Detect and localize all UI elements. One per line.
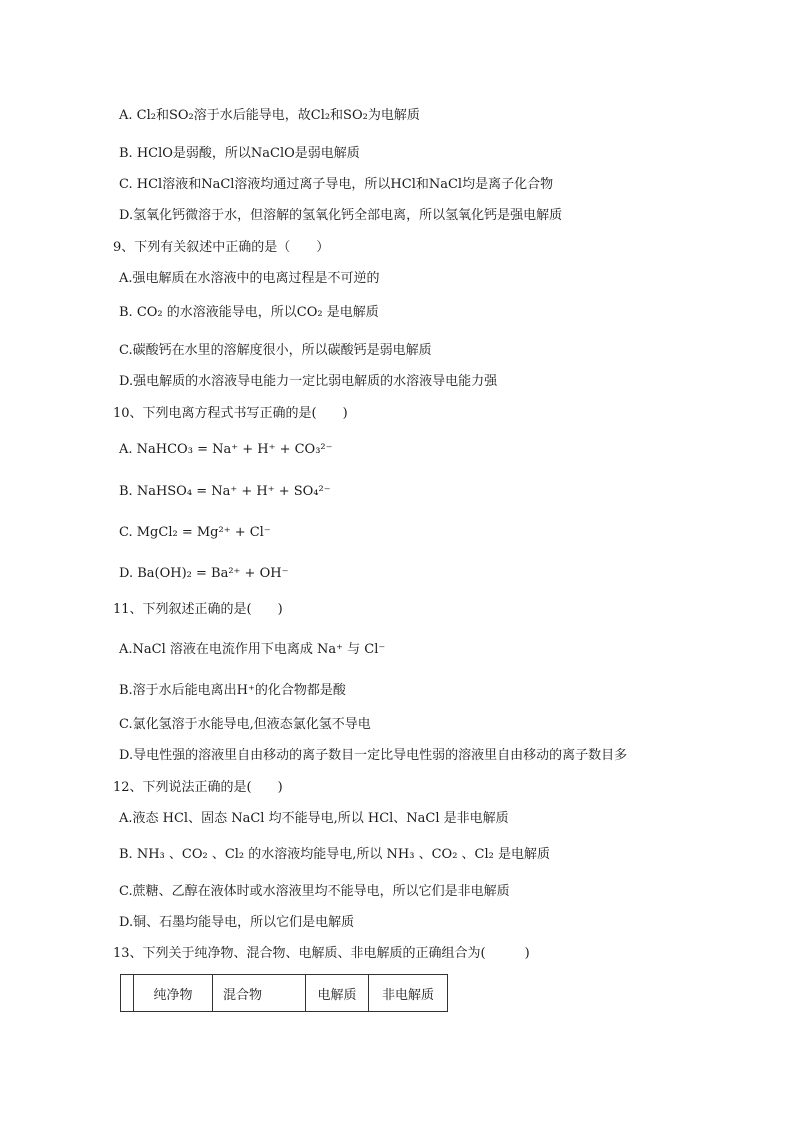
table-header-blank bbox=[121, 975, 134, 1012]
question-12: 12、下列说法正确的是( ) bbox=[113, 780, 283, 795]
option-12d: D.铜、石墨均能导电，所以它们是电解质 bbox=[119, 915, 355, 930]
option-8a: A. Cl₂和SO₂溶于水后能导电，故Cl₂和SO₂为电解质 bbox=[119, 108, 420, 123]
option-11c: C.氯化氢溶于水能导电,但液态氯化氢不导电 bbox=[119, 717, 371, 732]
option-8c: C. HCl溶液和NaCl溶液均通过离子导电，所以HCl和NaCl均是离子化合物 bbox=[119, 177, 554, 192]
option-10d: D. Ba(OH)₂ = Ba²⁺ + OH⁻ bbox=[119, 566, 289, 581]
option-9b: B. CO₂ 的水溶液能导电，所以CO₂ 是电解质 bbox=[119, 305, 379, 320]
table-header-nonelectrolyte: 非电解质 bbox=[369, 975, 448, 1012]
option-10b: B. NaHSO₄ = Na⁺ + H⁺ + SO₄²⁻ bbox=[119, 484, 331, 499]
question-13: 13、下列关于纯净物、混合物、电解质、非电解质的正确组合为( ) bbox=[113, 946, 530, 961]
option-12b: B. NH₃ 、CO₂ 、Cl₂ 的水溶液均能导电,所以 NH₃ 、CO₂ 、Cl₂ 是电解质 bbox=[119, 847, 550, 862]
option-9a: A.强电解质在水溶液中的电离过程是不可逆的 bbox=[119, 271, 380, 286]
table-header-electrolyte: 电解质 bbox=[306, 975, 369, 1012]
question-10: 10、下列电离方程式书写正确的是( ) bbox=[113, 406, 348, 421]
option-11d: D.导电性强的溶液里自由移动的离子数目一定比导电性弱的溶液里自由移动的离子数目多 bbox=[119, 748, 628, 763]
question-9: 9、下列有关叙述中正确的是（ ） bbox=[113, 240, 330, 255]
option-9d: D.强电解质的水溶液导电能力一定比弱电解质的水溶液导电能力强 bbox=[119, 374, 498, 389]
option-8d: D.氢氧化钙微溶于水，但溶解的氢氧化钙全部电离，所以氢氧化钙是强电解质 bbox=[119, 208, 563, 223]
question-11: 11、下列叙述正确的是( ) bbox=[113, 602, 283, 617]
table-header-pure-substance: 纯净物 bbox=[134, 975, 213, 1012]
option-11a: A.NaCl 溶液在电流作用下电离成 Na⁺ 与 Cl⁻ bbox=[119, 642, 386, 657]
option-10a: A. NaHCO₃ = Na⁺ + H⁺ + CO₃²⁻ bbox=[119, 442, 333, 457]
option-8b: B. HClO是弱酸，所以NaClO是弱电解质 bbox=[119, 146, 360, 161]
option-12a: A.液态 HCl、固态 NaCl 均不能导电,所以 HCl、NaCl 是非电解质 bbox=[119, 811, 509, 826]
option-12c: C.蔗糖、乙醇在液体时或水溶液里均不能导电，所以它们是非电解质 bbox=[119, 884, 510, 899]
option-9c: C.碳酸钙在水里的溶解度很小，所以碳酸钙是弱电解质 bbox=[119, 343, 432, 358]
classification-table bbox=[120, 974, 448, 1012]
option-11b: B.溶于水后能电离出H⁺的化合物都是酸 bbox=[119, 683, 346, 698]
table-header-mixture: 混合物 bbox=[213, 975, 306, 1012]
table-header-row bbox=[121, 975, 448, 1012]
option-10c: C. MgCl₂ = Mg²⁺ + Cl⁻ bbox=[119, 525, 271, 540]
